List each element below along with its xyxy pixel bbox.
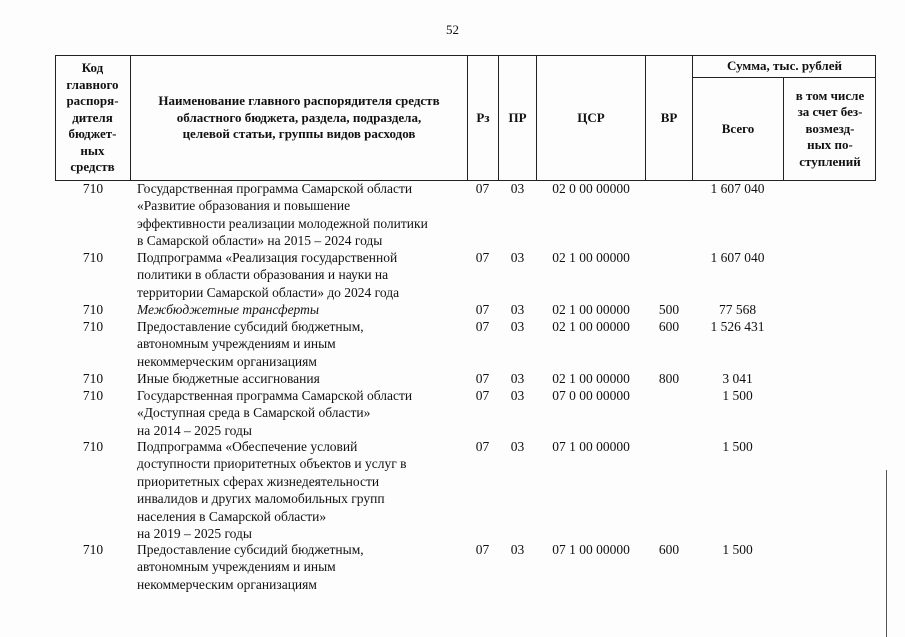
- row-vr: 600: [658, 542, 680, 557]
- row-name-line: населения в Самарской области»: [137, 508, 327, 524]
- header-code-line: распоря-: [66, 93, 119, 109]
- header-incl-line: ступлений: [799, 153, 861, 169]
- row-name-line: Подпрограмма «Реализация государственной: [137, 250, 398, 265]
- row-name-line: Предоставление субсидий бюджетным,: [137, 319, 364, 334]
- row-name-line: Предоставление субсидий бюджетным,: [137, 542, 364, 557]
- row-pr: 03: [510, 250, 525, 265]
- header-incl-line: за счет без-: [797, 104, 863, 120]
- row-total: 3 041: [722, 371, 753, 386]
- row-name-line: Государственная программа Самарской области: [137, 388, 413, 403]
- row-total: 1 500: [722, 439, 753, 454]
- row-name-line: «Доступная среда в Самарской области»: [137, 405, 371, 421]
- row-name-line: Межбюджетные трансферты: [137, 302, 320, 317]
- header-incl-line: возмезд-: [805, 120, 855, 136]
- row-rz: 07: [475, 439, 490, 454]
- header-code-line: Код: [81, 60, 104, 76]
- row-rz: 07: [475, 319, 490, 334]
- row-csr: 07 1 00 00000: [552, 439, 630, 454]
- row-total: 1 500: [722, 542, 753, 557]
- row-code: 710: [82, 439, 104, 454]
- row-vr: 600: [658, 319, 680, 334]
- row-pr: 03: [510, 302, 525, 317]
- row-rz: 07: [475, 302, 490, 317]
- row-name-line: автономным учреждениям и иным: [137, 336, 336, 352]
- row-pr: 03: [510, 371, 525, 386]
- row-csr: 02 1 00 00000: [552, 250, 630, 265]
- row-code: 710: [82, 388, 104, 403]
- row-pr: 03: [510, 542, 525, 557]
- header-incl: [784, 78, 876, 180]
- header-pr: ПР: [508, 109, 527, 125]
- row-name-line: приоритетных сферах жизнедеятельности: [137, 473, 380, 489]
- header-code-line: дителя: [72, 109, 113, 125]
- row-code: 710: [82, 250, 104, 265]
- row-name-line: некоммерческим организациям: [137, 353, 317, 369]
- header-name-line: Наименование главного распорядителя средств: [158, 93, 440, 109]
- row-name-line: политики в области образования и науки на: [137, 267, 389, 283]
- row-pr: 03: [510, 181, 525, 196]
- header-name: [131, 56, 467, 180]
- row-rz: 07: [475, 250, 490, 265]
- row-name-line: автономным учреждениям и иным: [137, 559, 336, 575]
- header-incl-line: ных по-: [807, 137, 853, 153]
- row-total: 1 526 431: [710, 319, 765, 334]
- row-csr: 07 1 00 00000: [552, 542, 630, 557]
- header-incl-line: в том числе: [795, 87, 865, 103]
- header-code: [55, 56, 130, 180]
- row-total: 77 568: [718, 302, 757, 317]
- row-code: 710: [82, 371, 104, 386]
- header-code-line: главного: [66, 76, 119, 92]
- page-number: 52: [446, 22, 459, 37]
- row-name-line: Иные бюджетные ассигнования: [137, 371, 320, 386]
- row-name-line: доступности приоритетных объектов и услуг в: [137, 456, 407, 472]
- row-vr: 500: [658, 302, 680, 317]
- row-pr: 03: [510, 388, 525, 403]
- row-name-line: Подпрограмма «Обеспечение условий: [137, 439, 358, 454]
- row-code: 710: [82, 181, 104, 196]
- row-name-line: «Развитие образования и повышение: [137, 198, 351, 214]
- row-code: 710: [82, 542, 104, 557]
- row-csr: 02 1 00 00000: [552, 302, 630, 317]
- row-name-line: на 2014 – 2025 годы: [137, 422, 252, 438]
- row-name-line: инвалидов и других маломобильных групп: [137, 491, 385, 507]
- row-pr: 03: [510, 439, 525, 454]
- header-code-line: ных: [80, 142, 105, 158]
- row-code: 710: [82, 319, 104, 334]
- header-rz: Рз: [476, 109, 490, 125]
- row-vr: 800: [658, 371, 680, 386]
- row-pr: 03: [510, 319, 525, 334]
- scan-edge: [886, 470, 887, 637]
- header-total: Всего: [721, 120, 755, 136]
- row-name-line: Государственная программа Самарской области: [137, 181, 413, 196]
- row-rz: 07: [475, 371, 490, 386]
- row-rz: 07: [475, 388, 490, 403]
- header-name-line: областного бюджета, раздела, подраздела,: [176, 109, 422, 125]
- row-csr: 07 0 00 00000: [552, 388, 630, 403]
- row-rz: 07: [475, 181, 490, 196]
- row-code: 710: [82, 302, 104, 317]
- row-csr: 02 0 00 00000: [552, 181, 630, 196]
- row-rz: 07: [475, 542, 490, 557]
- row-total: 1 607 040: [710, 181, 765, 196]
- row-name-line: в Самарской области» на 2015 – 2024 годы: [137, 233, 383, 249]
- row-name-line: некоммерческим организациям: [137, 576, 317, 592]
- row-total: 1 607 040: [710, 250, 765, 265]
- row-name-line: эффективности реализации молодежной политики: [137, 215, 428, 231]
- row-csr: 02 1 00 00000: [552, 371, 630, 386]
- header-csr: ЦСР: [577, 109, 605, 125]
- header-name-line: целевой статьи, группы видов расходов: [182, 126, 416, 142]
- header-sum: Сумма, тыс. рублей: [727, 58, 842, 74]
- row-csr: 02 1 00 00000: [552, 319, 630, 334]
- header-vr: ВР: [660, 109, 678, 125]
- header-code-line: бюджет-: [68, 126, 117, 142]
- header-code-line: средств: [70, 159, 115, 175]
- row-name-line: на 2019 – 2025 годы: [137, 526, 252, 541]
- row-name-line: территории Самарской области» до 2024 года: [137, 284, 400, 300]
- row-total: 1 500: [722, 388, 753, 403]
